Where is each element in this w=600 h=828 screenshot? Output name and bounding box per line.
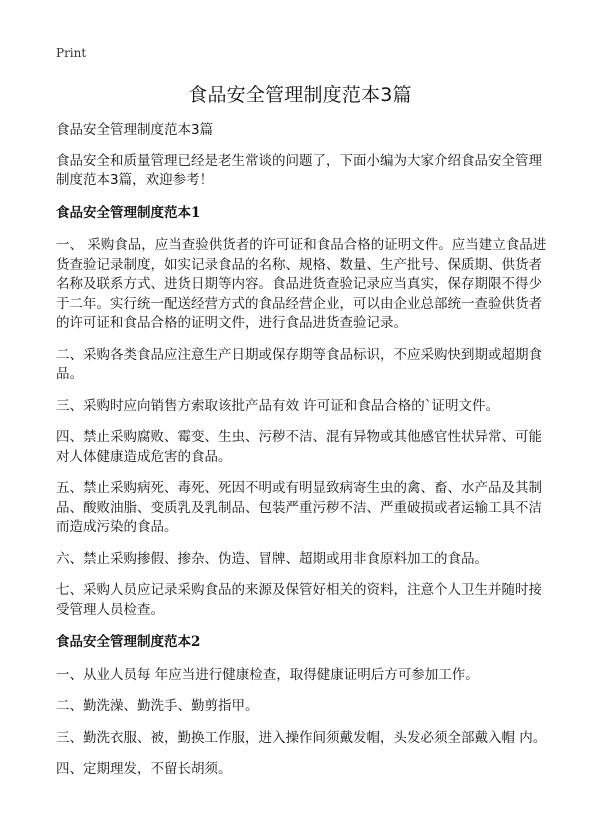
subtitle: 食品安全管理制度范本3篇 bbox=[56, 122, 214, 138]
print-label: Print bbox=[56, 46, 87, 60]
document-body bbox=[56, 121, 548, 780]
section-2-paragraph: 四、定期理发，不留长胡须。 bbox=[56, 761, 232, 777]
section-1-heading: 食品安全管理制度范本1 bbox=[56, 204, 201, 221]
section-1-paragraph: 二、采购各类食品应注意生产日期或保存期等食品标识，不应采购快到期或超期食品。 bbox=[56, 346, 542, 382]
section-2-paragraph: 三、勤洗衣服、被，勤换工作服，进入操作间须戴发帽，头发必须全部戴入帽 内。 bbox=[56, 729, 547, 746]
section-1-paragraph: 五、禁止采购病死、毒死、死因不明或有明显致病寄生虫的禽、畜、水产品及其制品、酸败油脂、变质乳及乳制品、包装严重污秽不洁、严重破损或者运输工具不洁而造成污染的食品。 bbox=[56, 480, 542, 535]
section-1-paragraph: 三、采购时应向销售方索取该批产品有效 许可证和食品合格的`证明文件。 bbox=[56, 397, 500, 414]
section-2-paragraph: 二、勤洗澡、勤洗手、勤剪指甲。 bbox=[56, 698, 259, 714]
intro-paragraph: 食品安全和质量管理已经是老生常谈的问题了，下面小编为大家介绍食品安全管理制度范本3篇，欢迎参考！ bbox=[56, 152, 542, 188]
section-2-paragraph: 一、从业人员每 年应当进行健康检查，取得健康证明后方可参加工作。 bbox=[56, 666, 479, 683]
section-2-heading: 食品安全管理制度范本2 bbox=[56, 634, 201, 650]
section-1-paragraph: 一、 采购食品，应当查验供货者的许可证和食品合格的证明文件。应当建立食品进货查验记录制度，如实记录食品的名称、规格、数量、生产批号、保质期、供货者名称及联系方式、进货日期等内容。食品进货查验记录应当真实，保存期限不得少于二年。实行统一配送经营方式的食品经营企业，可以由企业总部统一查验供货者的许可证和食品合格的证明文件，进行食品进货查验记录。 bbox=[56, 237, 547, 331]
section-1-paragraph: 七、采购人员应记录采购食品的来源及保管好相关的资料，注意个人卫生并随时接受管理人员检查。 bbox=[56, 582, 542, 618]
section-1-paragraph: 四、禁止采购腐败、霉变、生虫、污秽不洁、混有异物或其他感官性状异常、可能对人体健康造成危害的食品。 bbox=[56, 429, 542, 465]
document-title: 食品安全管理制度范本3篇 bbox=[188, 84, 412, 106]
section-1-paragraph: 六、禁止采购掺假、掺杂、伪造、冒牌、超期或用非食原料加工的食品。 bbox=[56, 550, 488, 567]
